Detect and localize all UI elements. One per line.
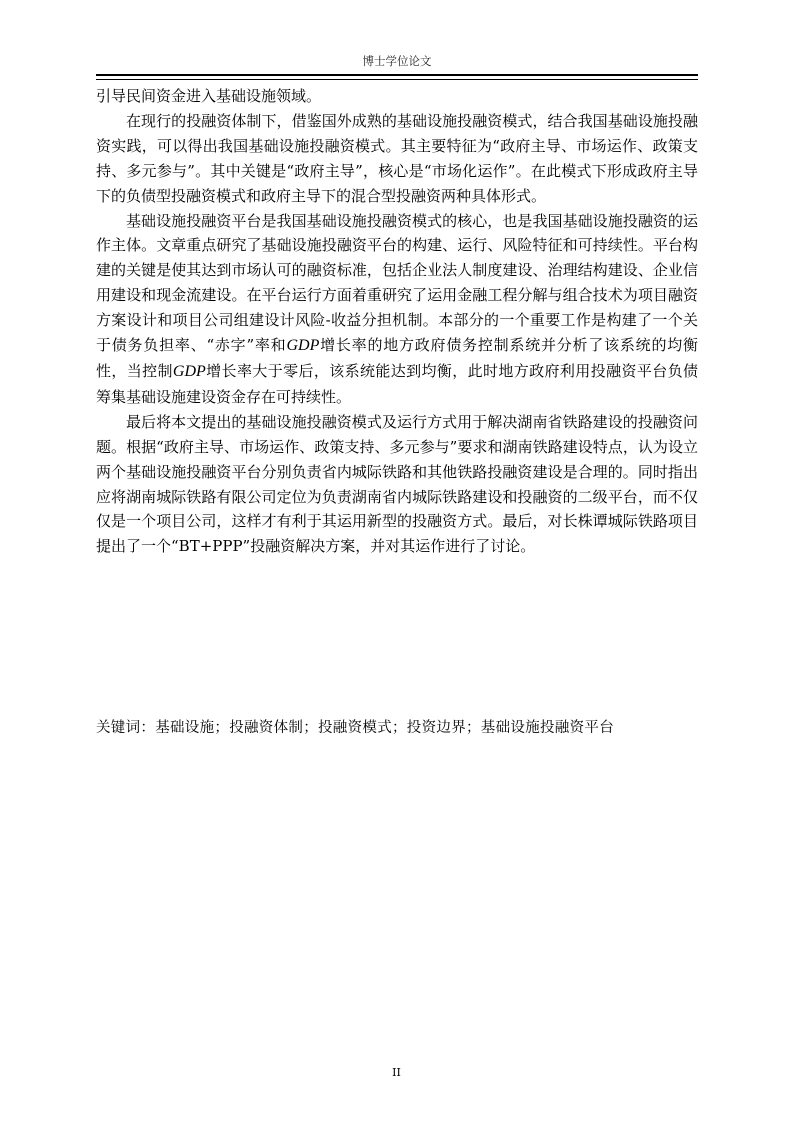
paragraph-platform: [96, 209, 698, 410]
gdp-term: GDP: [172, 362, 206, 380]
paragraph-platform-part-a: 基础设施投融资平台是我国基础设施投融资模式的核心，也是我国基础设施投融资的运作主体。文章重点研究了基础设施投融资平台的构建、运行、风险特征和可持续性。平台构建的关键是使其达到市场认可的融资标准，包括企业法人制度建设、治理结构建设、企业信用建设和现金流建设。在平台运行方面着重研究了运用金融工程分解与组合技术为项目融资方案设计和项目公司组建设计风险-收益分担机制。本部分的一个重要工作是构建了一个关于债务负担率、“赤字”率和: [96, 211, 698, 355]
keywords-list: 基础设施；投融资体制；投融资模式；投资边界；基础设施投融资平台: [155, 720, 614, 736]
gdp-term: GDP: [286, 337, 320, 355]
paragraph-continuation: 引导民间资金进入基础设施领域。: [96, 87, 322, 105]
paragraph-model: 在现行的投融资体制下，借鉴国外成熟的基础设施投融资模式，结合我国基础设施投融资实践，可以得出我国基础设施投融资模式。其主要特征为“政府主导、市场运作、政策支持、多元参与”。其中关键是“政府主导”，核心是“市场化运作”。在此模式下形成政府主导下的负债型投融资模式和政府主导下的混合型投融资两种具体形式。: [96, 111, 698, 205]
header-rule-thin: [96, 79, 698, 80]
paragraph-hunan-railway: 最后将本文提出的基础设施投融资模式及运行方式用于解决湖南省铁路建设的投融资问题。根据“政府主导、市场运作、政策支持、多元参与”要求和湖南铁路建设特点，认为设立两个基础设施投融资平台分别负责省内城际铁路和其他铁路投融资建设是合理的。同时指出应将湖南城际铁路有限公司定位为负责湖南省内城际铁路建设和投融资的二级平台，而不仅仅是一个项目公司，这样才有利于其运用新型的投融资方式。最后，对长株谭城际铁路项目提出了一个“BT+PPP”投融资解决方案，并对其运作进行了讨论。: [96, 412, 698, 556]
header-rule-thick: [96, 74, 698, 76]
keywords-label: 关键词：: [96, 720, 156, 736]
paragraph-platform-part-c: 增长率大于零后，该系统能达到均衡，此时地方政府利用投融资平台负债筹集基础设施建设资金存在可持续性。: [96, 361, 698, 406]
abstract-body: [96, 84, 698, 559]
keywords-line: [96, 716, 698, 737]
paragraph-platform-part-b: 增长率的地方政府债务控制系统并分析了该系统的均衡性，当控制: [96, 336, 698, 380]
page-number: II: [392, 1066, 401, 1079]
running-header: 博士学位论文: [362, 54, 432, 68]
